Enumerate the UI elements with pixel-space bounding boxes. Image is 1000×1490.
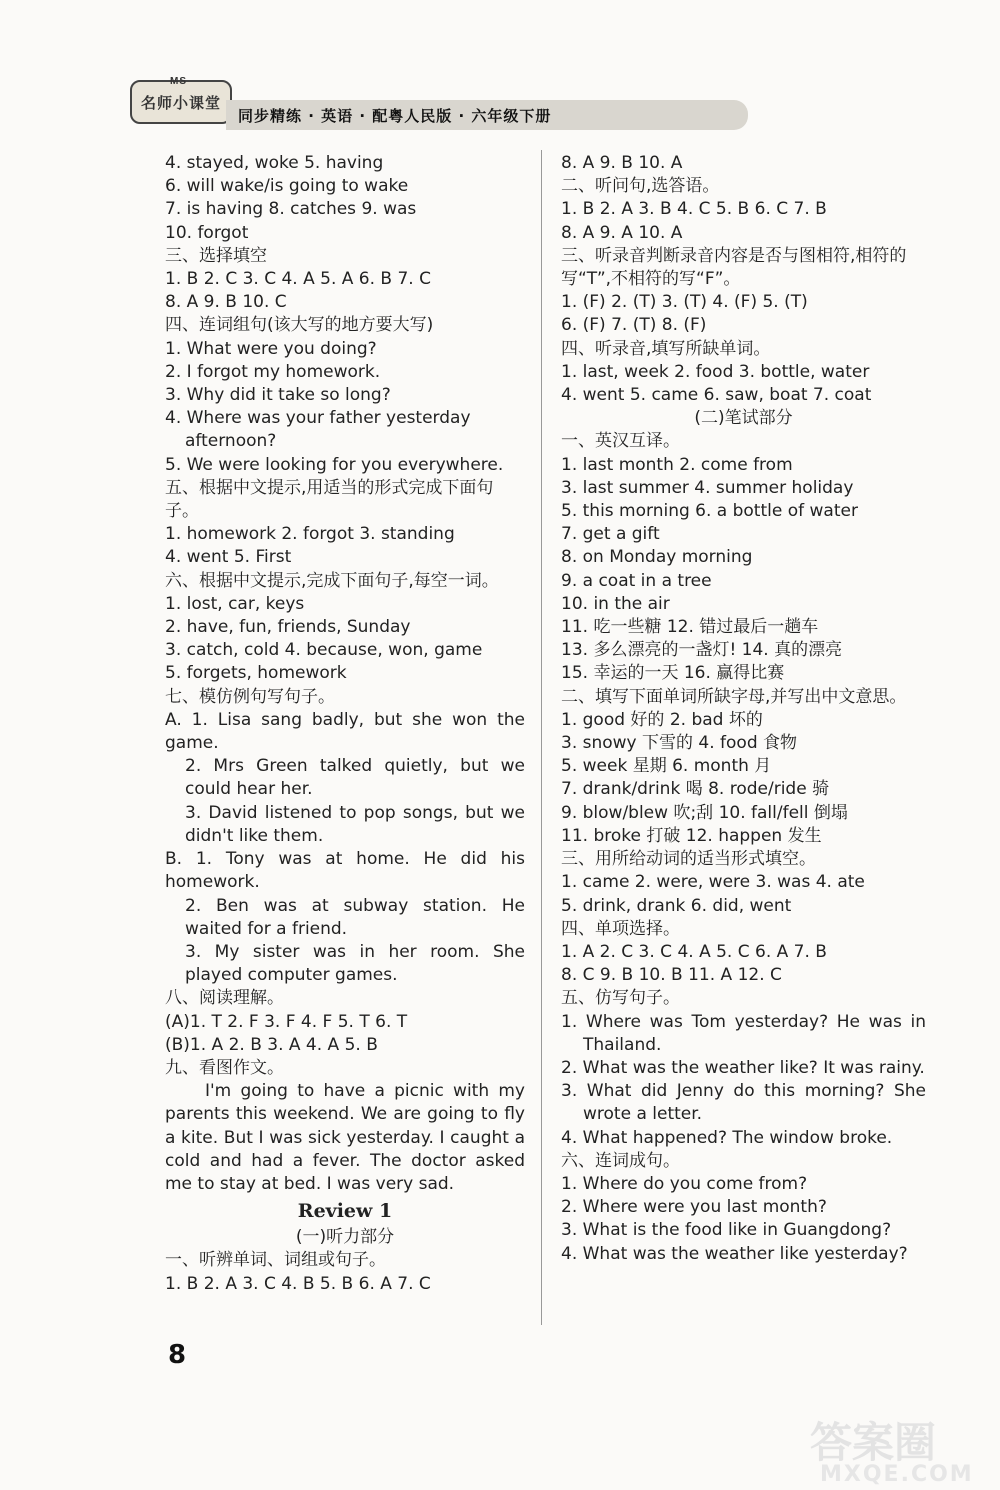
answer-line: 4. went 5. First	[165, 547, 292, 568]
answer-line: 1. B 2. C 3. C 4. A 5. A 6. B 7. C	[165, 269, 431, 290]
answer-line: 9. a coat in a tree	[561, 570, 712, 591]
answer-line: 二、填写下面单词所缺字母,并写出中文意思。	[561, 686, 907, 707]
answer-line: I'm going to have a picnic with my parents this weekend. We are going to fly a kite. But I was sick yesterday. I caught a cold and had a fever. The doctor asked me to stay at bed. I was very sad.	[165, 1081, 525, 1194]
publisher-logo	[130, 76, 232, 124]
answer-line: 4. went 5. came 6. saw, boat 7. coat	[561, 385, 872, 406]
answer-line: 1. last month 2. come from	[561, 454, 793, 475]
answer-line: 三、选择填空	[165, 245, 267, 266]
answer-line: B. 1. Tony was at home. He did his homework.	[165, 849, 525, 893]
answer-line: 四、连词组句(该大写的地方要大写)	[165, 315, 434, 336]
answer-line: 2. have, fun, friends, Sunday	[165, 617, 411, 638]
answer-line: 一、英汉互译。	[561, 431, 680, 452]
answer-line: 5. We were looking for you everywhere.	[165, 454, 504, 475]
answer-line: 8. A 9. B 10. A	[561, 153, 683, 173]
answer-line: (二)笔试部分	[694, 408, 793, 429]
answer-line: 二、听问句,选答语。	[561, 176, 720, 197]
answer-line: 3. snowy 下雪的 4. food 食物	[561, 733, 798, 754]
answer-line: 1. B 2. A 3. B 4. C 5. B 6. C 7. B	[561, 199, 827, 220]
logo-top-text: MS	[170, 76, 187, 87]
answer-line: 五、根据中文提示,用适当的形式完成下面句子。	[165, 477, 494, 522]
answer-line: 6. will wake/is going to wake	[165, 176, 409, 197]
answer-line: 1. B 2. A 3. C 4. B 5. B 6. A 7. C	[165, 1273, 431, 1294]
answer-line: 1. Where do you come from?	[561, 1173, 808, 1194]
logo-text: 名师小课堂	[140, 93, 221, 112]
answer-line: 3. Why did it take so long?	[165, 385, 391, 406]
answer-line: 2. Ben was at subway station. He waited for a friend.	[185, 895, 525, 939]
answer-line: 九、看图作文。	[165, 1057, 284, 1078]
answer-line: 3. David listened to pop songs, but we didn't like them.	[185, 802, 525, 846]
answer-line: 2. What was the weather like? It was rainy.	[561, 1057, 925, 1078]
answer-line: 4. What was the weather like yesterday?	[561, 1243, 908, 1264]
answer-line: 3. My sister was in her room. She played computer games.	[185, 941, 525, 986]
answer-line: 5. forgets, homework	[165, 663, 347, 684]
answer-line: 四、听录音,填写所缺单词。	[561, 338, 771, 359]
answer-line: 4. Where was your father yesterday	[165, 408, 471, 429]
answer-line: 3. last summer 4. summer holiday	[561, 477, 854, 498]
answer-line: 13. 多么漂亮的一盏灯! 14. 真的漂亮	[561, 640, 843, 661]
answer-line: 2. Mrs Green talked quietly, but we could hear her.	[185, 756, 525, 800]
answer-line: 10. forgot	[165, 222, 249, 243]
answer-line: 7. drank/drink 喝 8. rode/ride 骑	[561, 779, 830, 800]
watermark-url: MXQE.COM	[820, 1462, 974, 1487]
answer-line: 5. week 星期 6. month 月	[561, 756, 772, 777]
answer-line: 3. What is the food like in Guangdong?	[561, 1220, 892, 1241]
answer-line: Review 1	[297, 1200, 393, 1223]
page-header	[130, 72, 630, 132]
answer-line: 6. (F) 7. (T) 8. (F)	[561, 315, 707, 336]
answer-line: 8. A 9. A 10. A	[561, 222, 683, 243]
answer-line: 5. this morning 6. a bottle of water	[561, 501, 858, 522]
answer-line: 3. What did Jenny do this morning? She wrote a letter.	[561, 1081, 926, 1125]
answer-line: (A)1. T 2. F 3. F 4. F 5. T 6. T	[165, 1011, 408, 1032]
answer-line: 1. Where was Tom yesterday? He was in Thailand.	[561, 1011, 926, 1055]
answer-line: 2. Where were you last month?	[561, 1197, 827, 1218]
answer-line: 11. 吃一些糖 12. 错过最后一趟车	[561, 617, 819, 638]
answer-line: (一)听力部分	[295, 1227, 395, 1248]
answer-line: 11. broke 打破 12. happen 发生	[561, 825, 822, 846]
answer-line: 七、模仿例句写句子。	[165, 686, 335, 707]
answer-line: 5. drink, drank 6. did, went	[561, 895, 792, 916]
answer-line: 4. stayed, woke 5. having	[165, 153, 384, 173]
answer-line: 7. is having 8. catches 9. was	[165, 199, 417, 220]
answer-line: 三、用所给动词的适当形式填空。	[561, 849, 816, 870]
answer-line: 1. lost, car, keys	[165, 593, 305, 614]
watermark-logo: 答案圈	[810, 1418, 937, 1467]
answer-line: 1. A 2. C 3. C 4. A 5. C 6. A 7. B	[561, 941, 827, 962]
answer-line: 1. (F) 2. (T) 3. (T) 4. (F) 5. (T)	[561, 292, 808, 313]
page-number: 8	[168, 1340, 187, 1370]
answer-line: 8. A 9. B 10. C	[165, 292, 287, 313]
answer-line: 4. What happened? The window broke.	[561, 1127, 893, 1148]
answer-line: 9. blow/blew 吹;刮 10. fall/fell 倒塌	[561, 802, 848, 823]
answer-line: 8. on Monday morning	[561, 547, 753, 568]
answer-line: 7. get a gift	[561, 524, 660, 545]
column-divider	[541, 150, 542, 1325]
answer-line: 3. catch, cold 4. because, won, game	[165, 640, 483, 661]
answer-line: (B)1. A 2. B 3. A 4. A 5. B	[165, 1034, 378, 1055]
answer-line: 六、连词成句。	[561, 1150, 680, 1171]
answer-line: 1. good 好的 2. bad 坏的	[561, 709, 763, 730]
answer-line: 15. 幸运的一天 16. 赢得比赛	[561, 663, 785, 684]
answer-line: A. 1. Lisa sang badly, but she won the game.	[165, 709, 525, 754]
book-title-bar	[226, 100, 748, 130]
answer-line: afternoon?	[185, 431, 277, 452]
answer-line: 六、根据中文提示,完成下面句子,每空一词。	[165, 570, 499, 591]
answer-line: 四、单项选择。	[561, 918, 680, 939]
answer-line: 1. homework 2. forgot 3. standing	[165, 524, 455, 545]
answer-line: 三、听录音判断录音内容是否与图相符,相符的写“T”,不相符的写“F”。	[561, 245, 907, 290]
answer-line: 1. last, week 2. food 3. bottle, water	[561, 361, 870, 382]
book-title: 同步精练 · 英语 · 配粤人民版 · 六年级下册	[238, 106, 552, 125]
answer-line: 1. came 2. were, were 3. was 4. ate	[561, 872, 865, 893]
right-column	[561, 152, 926, 1266]
answer-line: 8. C 9. B 10. B 11. A 12. C	[561, 965, 782, 986]
answer-line: 五、仿写句子。	[561, 988, 680, 1009]
answer-line: 2. I forgot my homework.	[165, 361, 381, 382]
answer-line: 八、阅读理解。	[165, 988, 284, 1009]
answer-line: 1. What were you doing?	[165, 338, 377, 359]
answer-line: 10. in the air	[561, 593, 670, 614]
answer-line: 一、听辨单词、词组或句子。	[165, 1250, 386, 1271]
left-column	[165, 152, 525, 1296]
